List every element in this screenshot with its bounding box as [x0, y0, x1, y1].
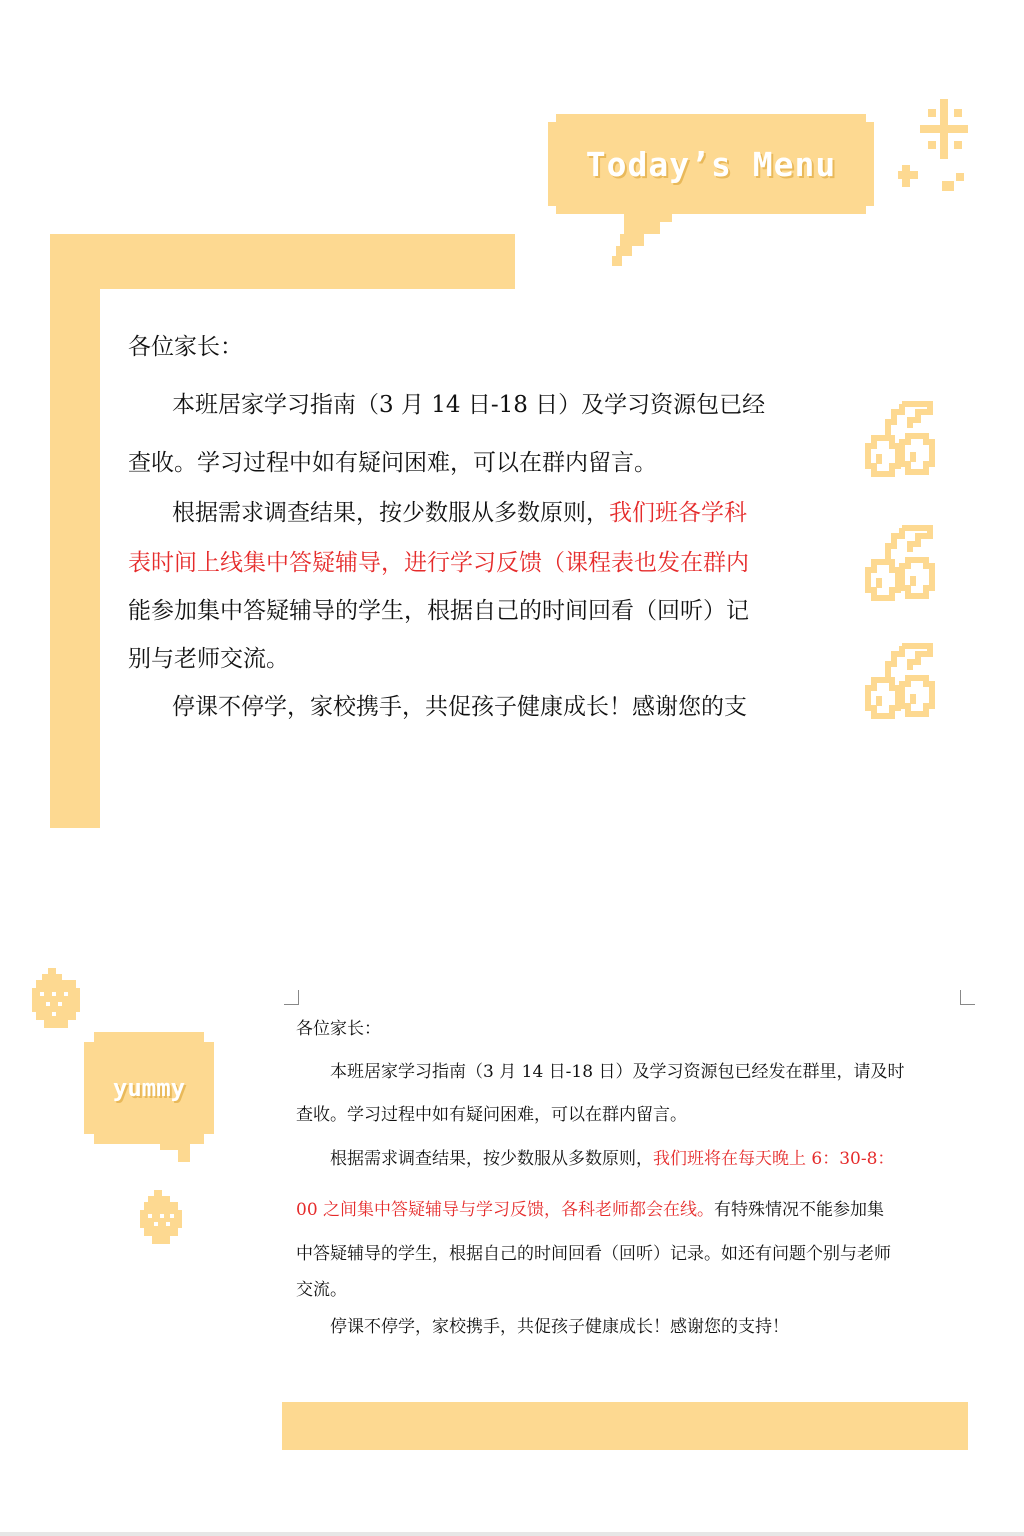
paragraph-line [172, 494, 747, 527]
crop-mark [284, 990, 299, 1005]
salutation: 各位家长： [128, 334, 243, 360]
crop-mark [960, 990, 975, 1005]
frame-left-bar [50, 234, 100, 828]
speech-bubble-tail [160, 1140, 190, 1162]
paragraph-line [330, 1144, 894, 1169]
page-edge [0, 1532, 1024, 1536]
paragraph-line: 本班居家学习指南（3 月 14 日-18 日）及学习资源包已经发在群里，请及时 [330, 1062, 905, 1082]
yummy-badge: yummy [112, 1074, 186, 1102]
paragraph-line: 查收。学习过程中如有疑问困难，可以在群内留言。 [128, 450, 657, 476]
paragraph-line: 能参加集中答疑辅导的学生，根据自己的时间回看（回听）记 [128, 598, 749, 624]
footer-bar [282, 1402, 968, 1450]
paragraph-line: 停课不停学，家校携手，共促孩子健康成长！感谢您的支持！ [330, 1317, 789, 1337]
paragraph-line: 停课不停学，家校携手，共促孩子健康成长！感谢您的支 [172, 694, 747, 720]
paragraph-line: 交流。 [296, 1280, 347, 1300]
paragraph-line [296, 1195, 884, 1220]
cherry-icon [862, 520, 940, 604]
sparkle-icon [898, 95, 978, 195]
highlight-text: 我们班将在每天晚上 6：30-8： [653, 1149, 895, 1169]
salutation: 各位家长： [296, 1019, 381, 1039]
highlight-text: 00 之间集中答疑辅导与学习反馈，各科老师都会在线。 [296, 1200, 715, 1220]
cherry-icon [862, 638, 940, 722]
paragraph-line: 中答疑辅导的学生，根据自己的时间回看（回听）记录。如还有问题个别与老师 [296, 1244, 891, 1264]
menu-title: Today’s Menu [585, 144, 837, 184]
speech-bubble-tail [612, 210, 672, 266]
letter-bottom [296, 1010, 976, 1350]
paragraph-line: 本班居家学习指南（3 月 14 日-18 日）及学习资源包已经 [172, 392, 766, 418]
frame-top-bar [50, 234, 515, 289]
cherry-icon [862, 396, 940, 480]
paragraph-line: 查收。学习过程中如有疑问困难，可以在群内留言。 [296, 1105, 687, 1125]
paragraph-text: 有特殊情况不能参加集 [714, 1200, 885, 1220]
letter-top [128, 320, 793, 740]
strawberry-icon [28, 968, 84, 1032]
paragraph-text: 根据需求调查结果，按少数服从多数原则， [172, 500, 609, 526]
paragraph-text: 根据需求调查结果，按少数服从多数原则， [330, 1149, 653, 1169]
paragraph-line: 别与老师交流。 [128, 646, 289, 672]
highlight-text: 表时间上线集中答疑辅导，进行学习反馈（课程表也发在群内 [128, 550, 749, 576]
strawberry-icon [138, 1190, 184, 1246]
highlight-text: 我们班各学科 [609, 500, 747, 526]
